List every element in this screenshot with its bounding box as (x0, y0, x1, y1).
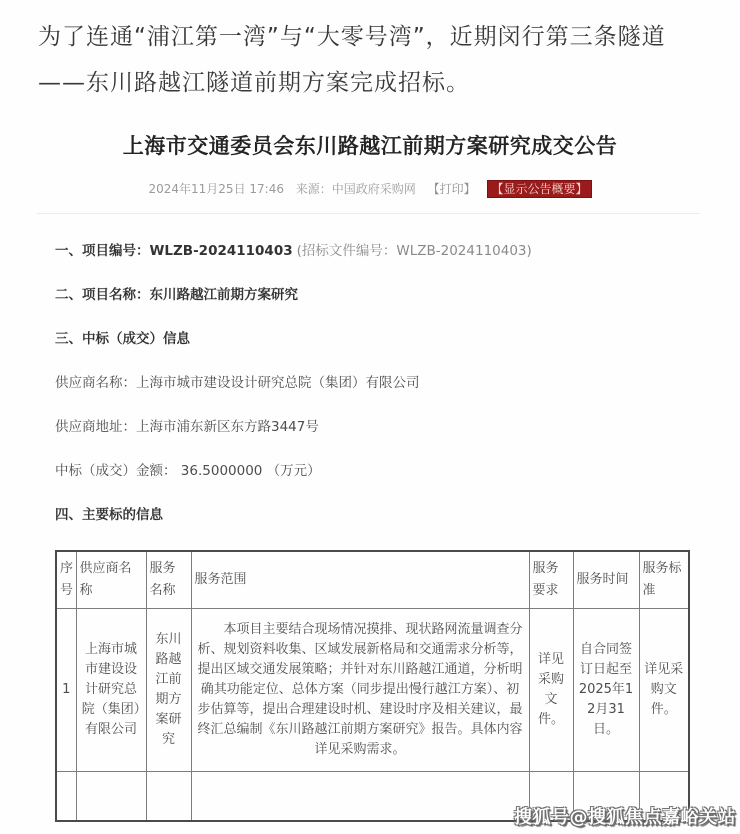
project-number-value: WLZB-2024110403 (149, 243, 293, 259)
table-header-cell-seq: 序号 (56, 551, 76, 608)
table-header-cell-service-name: 服务名称 (146, 551, 191, 608)
table-header-cell-service-std: 服务标准 (639, 551, 689, 608)
project-name-value: 东川路越江前期方案研究 (149, 287, 298, 303)
table-cell-seq: 1 (56, 608, 76, 771)
table-cell-empty (191, 771, 529, 821)
award-info-heading: 三、中标（成交）信息 (55, 331, 190, 347)
table-cell-service-time: 自合同签订日起至2025年12月31日。 (573, 608, 639, 771)
project-number-label: 一、项目编号： (55, 243, 150, 259)
intro-paragraph: 为了连通“浦江第一湾”与“大零号湾”，近期闵行第三条隧道——东川路越江隧道前期方案完成招标。 (38, 24, 666, 96)
table-cell-empty (146, 771, 191, 821)
table-cell-empty (56, 771, 76, 821)
table-header-cell-supplier: 供应商名称 (76, 551, 146, 608)
table-row (56, 608, 689, 771)
print-button[interactable]: 【打印】 (427, 182, 476, 196)
project-number-line (55, 242, 740, 260)
table-header-cell-service-scope: 服务范围 (191, 551, 529, 608)
table-header-cell-service-time: 服务时间 (573, 551, 639, 608)
table-cell-supplier: 上海市城市建设设计研究总院（集团）有限公司 (76, 608, 146, 771)
table-cell-service-req: 详见采购文件。 (529, 608, 573, 771)
tender-doc-number: (招标文件编号：WLZB-2024110403) (296, 243, 532, 259)
source-label: 来源：中国政府采购网 (295, 182, 416, 196)
announcement-body (0, 214, 740, 524)
award-amount-line: 中标（成交）金额： 36.5000000 （万元） (55, 463, 321, 479)
table-cell-empty (76, 771, 146, 821)
announcement-title: 上海市交通委员会东川路越江前期方案研究成交公告 (122, 134, 618, 158)
watermark: 搜狐号@搜狐焦点嘉峪关站 (514, 807, 736, 828)
table-header-row (56, 551, 689, 608)
table-cell-service-std: 详见采购文件。 (639, 608, 689, 771)
table-cell-service-name: 东川路越江前期方案研究 (146, 608, 191, 771)
table-cell-service-scope: 本项目主要结合现场情况摸排、现状路网流量调查分析、规划资料收集、区域发展新格局和交通需求分析等，提出区域交通发展策略；并针对东川路越江通道，分析明确其功能定位、总体方案（同步提出慢行越江方案）、初步估算等，提出合理建设时机、建设时序及相关建议，最终汇总编制《东川路越江前期方案研究》报告。具体内容详见采购需求。 (191, 608, 529, 771)
project-name-line (55, 286, 740, 304)
table-header-cell-service-req: 服务要求 (529, 551, 573, 608)
award-table (55, 550, 690, 822)
supplier-address-line: 供应商地址：上海市浦东新区东方路3447号 (55, 419, 319, 435)
meta-line (0, 180, 740, 198)
publish-datetime: 2024年11月25日 17:46 (148, 182, 284, 196)
supplier-name-line: 供应商名称：上海市城市建设设计研究总院（集团）有限公司 (55, 375, 420, 391)
show-summary-button[interactable]: 【显示公告概要】 (487, 180, 591, 198)
main-subject-heading: 四、主要标的信息 (55, 507, 163, 523)
project-name-label: 二、项目名称： (55, 287, 150, 303)
